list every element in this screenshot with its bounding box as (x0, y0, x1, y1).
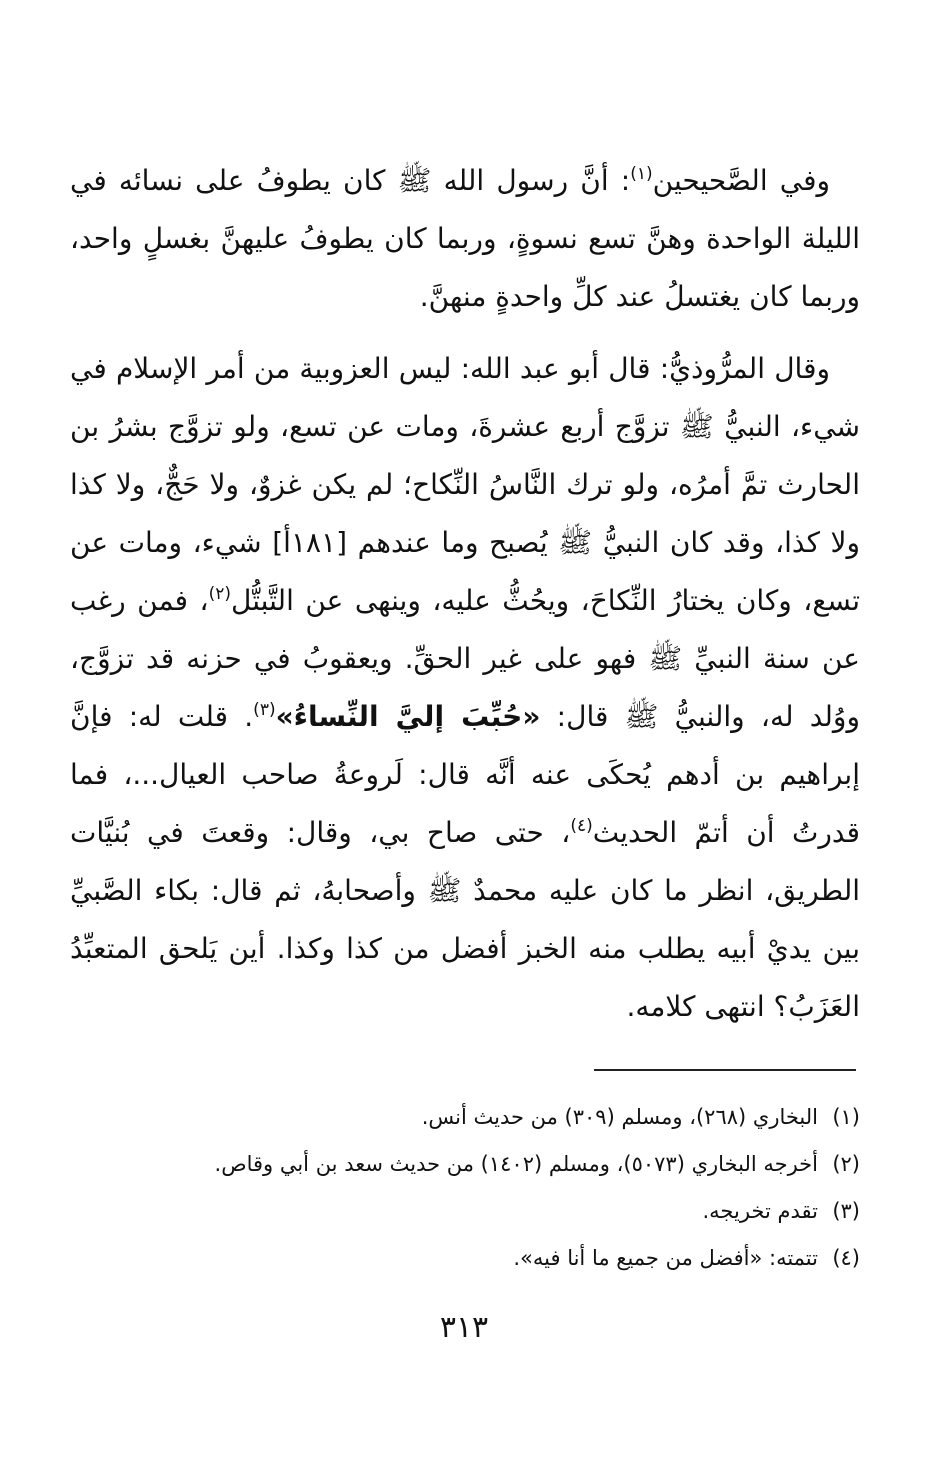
hadith-quote: «حُبِّبَ إليَّ النِّساءُ» (275, 700, 541, 733)
footnote-number: (٤) (832, 1246, 860, 1270)
paragraph-1-text-end: : أنَّ رسول الله ﷺ كان يطوفُ على نسائه في الليلة الواحدة وهنَّ تسع نسوةٍ، وربما كان يطوفُ عليهنَّ بغسلٍ واحد، وربما كان يغتسلُ عند كلِّ واحدةٍ منهنَّ. (70, 164, 860, 313)
footnote-number: (٣) (832, 1199, 860, 1223)
footnote-ref-4: (٤) (570, 816, 593, 836)
footnote-number: (١) (832, 1105, 860, 1129)
footnote-ref-1: (١) (630, 164, 653, 184)
footnote-ref-3: (٣) (253, 700, 276, 720)
footnote-ref-2: (٢) (208, 584, 231, 604)
paragraph-2 (70, 340, 860, 1036)
paragraph-2-text-c: . قلت له: فإنَّ إبراهيم بن أدهم يُحكَى عنه أنَّه قال: لَروعةُ صاحب العيال...، فما قدرتُ أن أتمّ الحديث (70, 700, 860, 849)
footnotes-block (70, 1094, 860, 1282)
paragraph-2-text-d: ، حتى صاح بي، وقال: وقعتَ في بُنيَّات الطريق، انظر ما كان عليه محمدٌ ﷺ وأصحابهُ، ثم قال: بكاء الصَّبيِّ بين يديْ أبيه يطلب منه الخبز أفضل من كذا وكذا. أين يَلحق المتعبِّدُ العَزَبُ؟ انتهى كلامه. (70, 816, 860, 1023)
footnote-text: البخاري (٢٦٨)، ومسلم (٣٠٩) من حديث أنس. (421, 1105, 818, 1129)
paragraph-2-text-a: وقال المرُّوذيُّ: قال أبو عبد الله: ليس العزوبية من أمر الإسلام في شيء، النبيُّ ﷺ تزوَّج أربع عشرةَ، ومات عن تسع، ولو تزوَّج بشرُ بن الحارث تمَّ أمرُه، ولو ترك النَّاسُ النِّكاح؛ لم يكن غزوٌ، ولا حَجٌّ، ولا كذا ولا كذا، وقد كان النبيُّ ﷺ يُصبح وما عندهم [١٨١أ] شيء، ومات عن تسع، وكان يختارُ النِّكاحَ، ويحُثُّ عليه، وينهى عن التَّبتُّل (70, 352, 861, 617)
main-text-block (70, 152, 860, 1036)
paragraph-1 (70, 152, 860, 326)
footnote-item (70, 1235, 860, 1282)
footnote-item (70, 1188, 860, 1235)
paragraph-1-text-start: وفي الصَّحيحين (652, 164, 830, 197)
paragraph-2-text-b: ، فمن رغب عن سنة النبيِّ ﷺ فهو على غير الحقِّ. ويعقوبُ في حزنه قد تزوَّج، ووُلد له، والنبيُّ ﷺ قال: (70, 584, 860, 733)
footnote-separator (594, 1069, 856, 1071)
footnote-text: تتمته: «أفضل من جميع ما أنا فيه». (513, 1246, 818, 1270)
footnote-number: (٢) (832, 1152, 860, 1176)
footnote-text: تقدم تخريجه. (702, 1199, 818, 1223)
footnote-text: أخرجه البخاري (٥٠٧٣)، ومسلم (١٤٠٢) من حديث سعد بن أبي وقاص. (214, 1152, 818, 1176)
footnote-item (70, 1141, 860, 1188)
footnote-item (70, 1094, 860, 1141)
page-number: ٣١٣ (439, 1310, 489, 1345)
